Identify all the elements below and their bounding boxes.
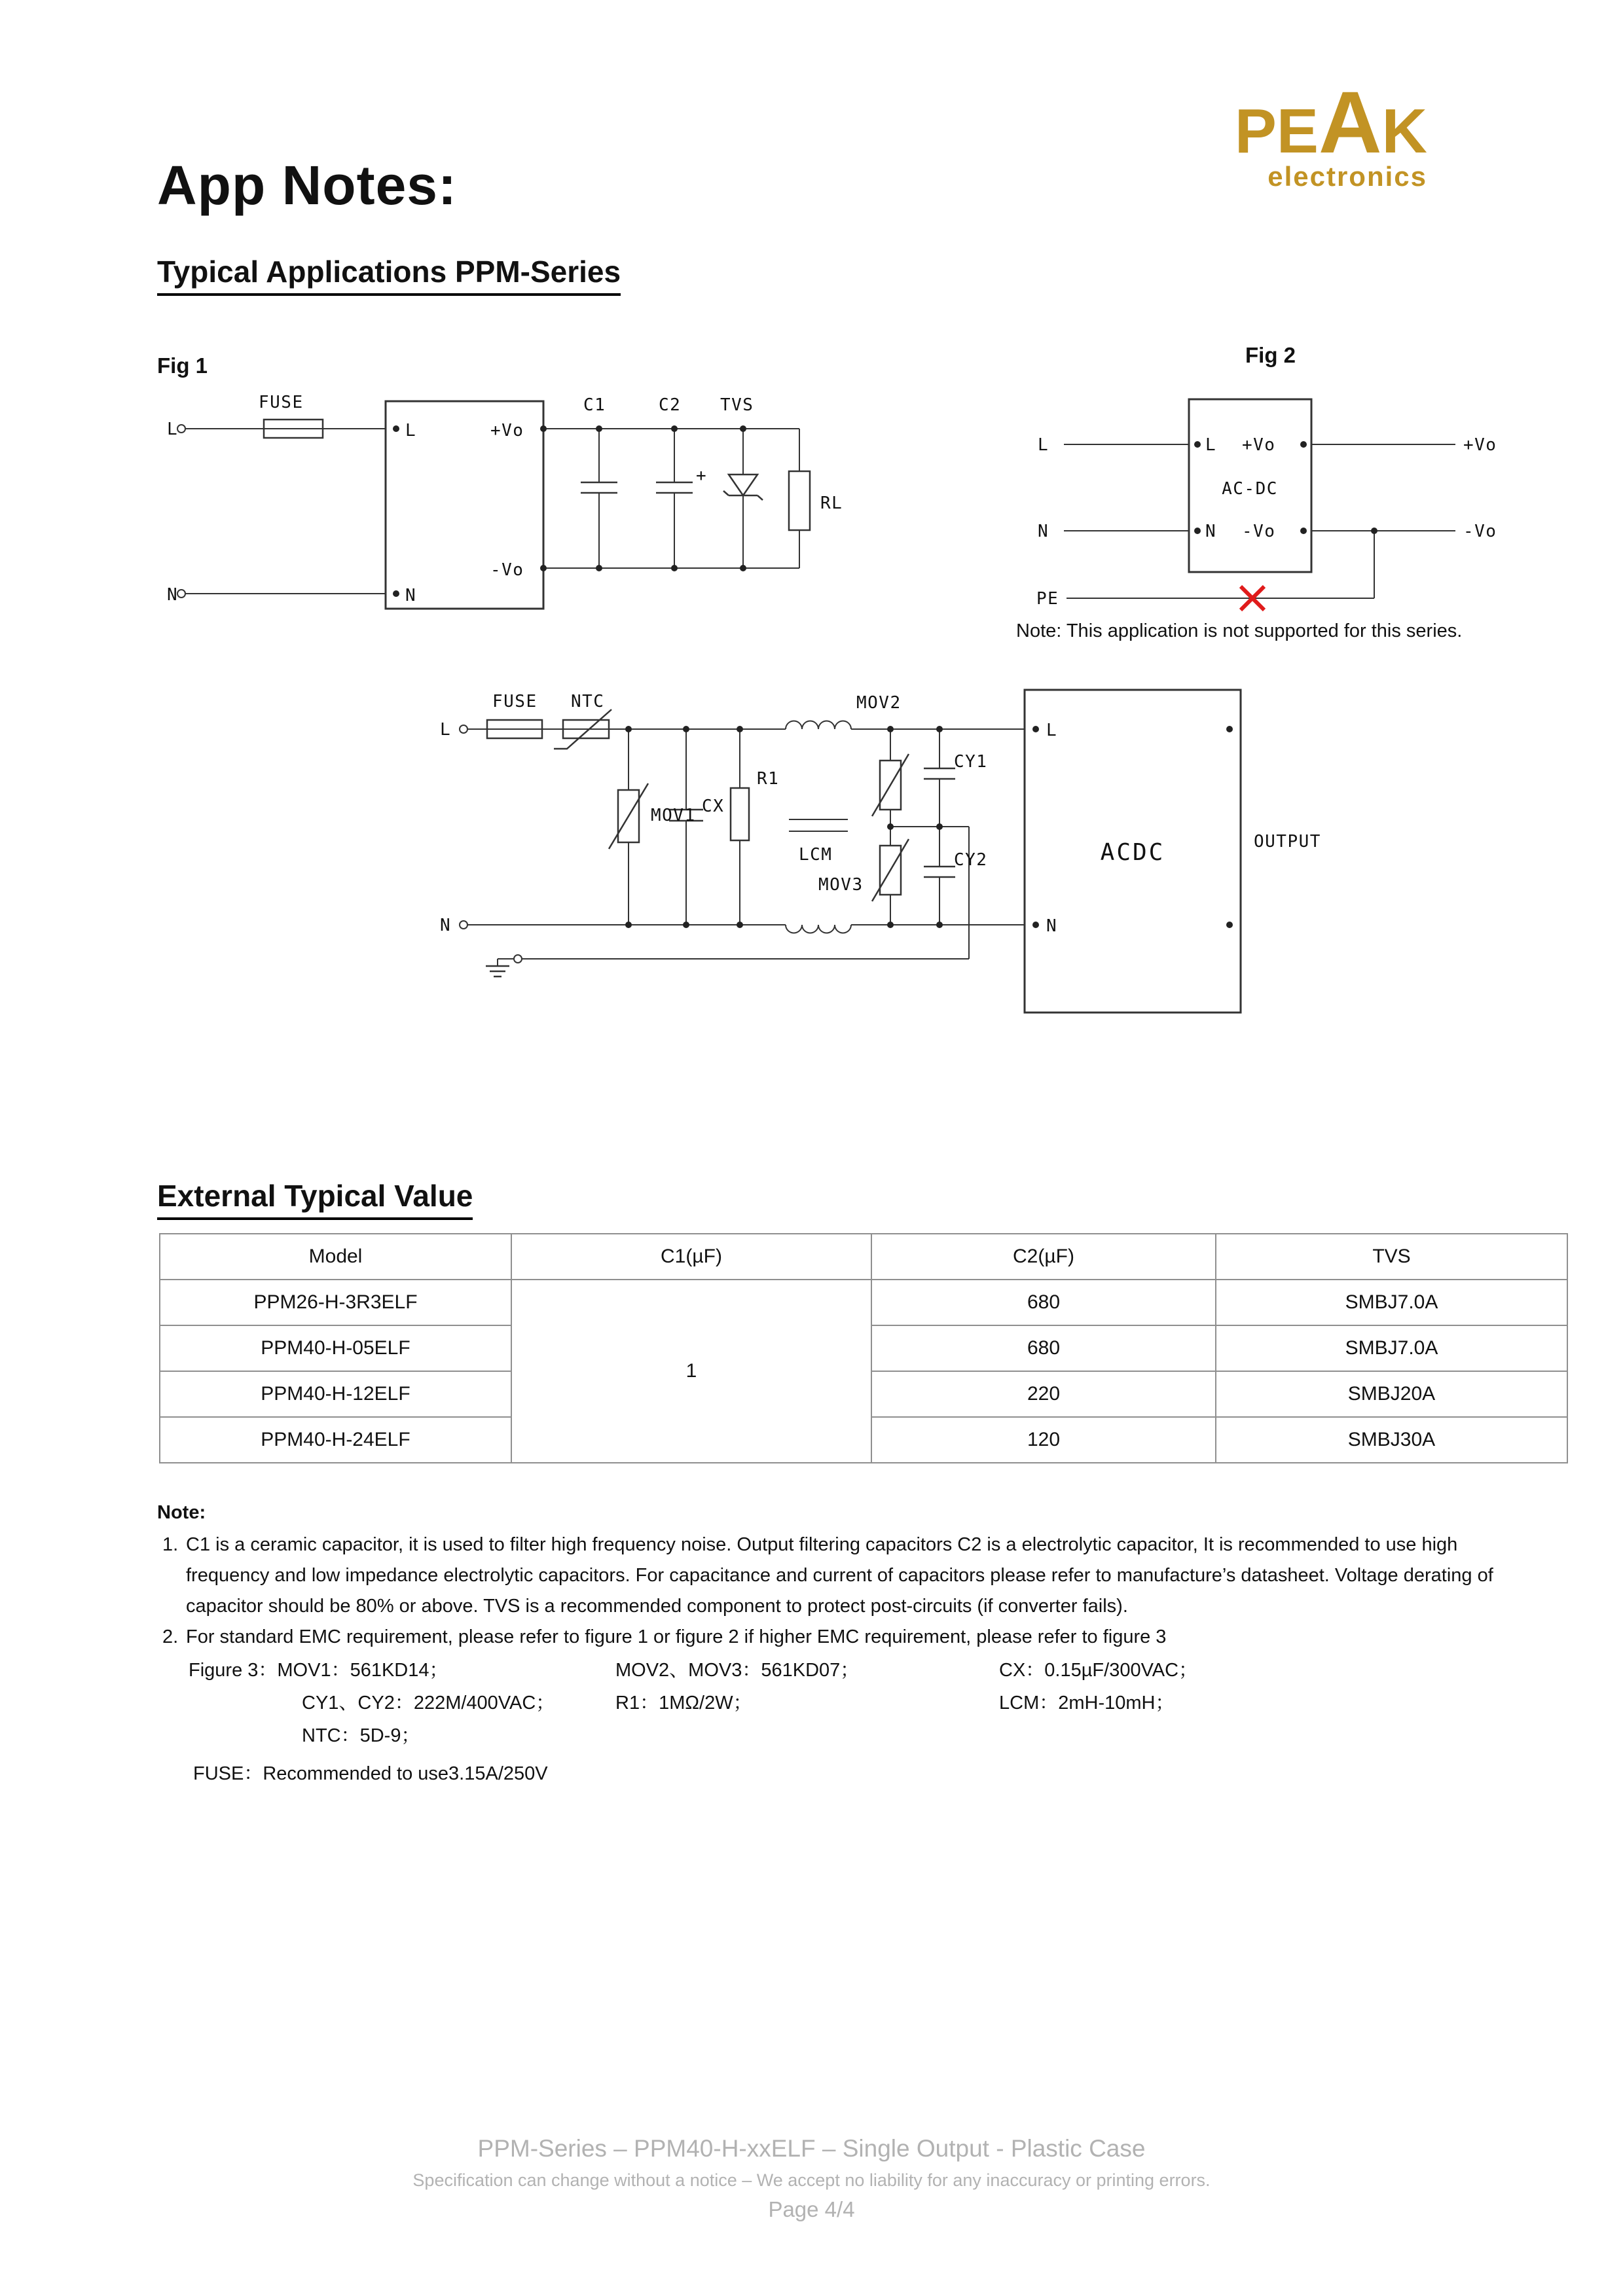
peak-logo bbox=[1159, 74, 1427, 192]
figure3-component-specs bbox=[157, 1655, 1597, 1793]
capacitor-c1-symbol bbox=[581, 482, 617, 493]
logo-letter-k: K bbox=[1381, 96, 1427, 166]
col-header-c2: C2(µF) bbox=[871, 1234, 1216, 1280]
cell-tvs: SMBJ20A bbox=[1216, 1371, 1567, 1417]
earth-ground-icon bbox=[486, 966, 509, 977]
note-1-text: C1 is a ceramic capacitor, it is used to filter high frequency noise. Output filtering capacitors C2 is a electrolytic capacitor, It is recommended to use high frequency and low impedance electrolytic capacitors. For capacitance and current of capacitors please refer to manufacture’s datasheet. Voltage derating of capacitor should be 80% or above. TVS is a recommended component to protect post-circuits (if converter fails). bbox=[186, 1534, 1493, 1617]
spec-mov2-mov3: MOV2、MOV3：561KD07； bbox=[615, 1659, 860, 1681]
fig3-cy1-label: CY1 bbox=[954, 752, 988, 772]
fig3-wires bbox=[467, 721, 1025, 967]
page-title: App Notes: bbox=[157, 154, 457, 216]
fig3-lcm-label: LCM bbox=[799, 845, 833, 865]
notes-section bbox=[157, 1498, 1597, 1793]
mov3-varistor-symbol bbox=[872, 839, 909, 901]
fig3-n-terminal bbox=[460, 921, 467, 929]
note-2-number: 2. bbox=[162, 1626, 179, 1647]
fig2-box-pvo-label: +Vo bbox=[1242, 435, 1276, 455]
fig3-cy2-label: CY2 bbox=[954, 850, 988, 870]
spec-r1: R1：1MΩ/2W； bbox=[615, 1692, 752, 1713]
fig2-out-nvo-label: -Vo bbox=[1463, 522, 1497, 541]
cell-model: PPM40-H-24ELF bbox=[160, 1417, 511, 1463]
fig3-fuse-label: FUSE bbox=[492, 692, 538, 711]
section-heading-typical-applications: Typical Applications PPM-Series bbox=[157, 254, 621, 296]
fig2-note: Note: This application is not supported for this series. bbox=[1016, 620, 1463, 641]
fig3-mov3-label: MOV3 bbox=[818, 875, 864, 895]
fig1-box-n-label: N bbox=[405, 586, 417, 605]
fig2-circuit-diagram bbox=[1031, 387, 1529, 649]
footer-series-line: PPM-Series – PPM40-H-xxELF – Single Output - Plastic Case bbox=[477, 2135, 1146, 2162]
fig3-earth-terminal bbox=[514, 955, 522, 963]
col-header-model: Model bbox=[160, 1234, 511, 1280]
fig1-c2-label: C2 bbox=[659, 395, 682, 415]
fig3-r1-label: R1 bbox=[757, 769, 780, 789]
fig3-l-in-label: L bbox=[440, 720, 452, 740]
spec-cx: CX：0.15µF/300VAC； bbox=[999, 1659, 1198, 1681]
notes-heading: Note: bbox=[157, 1502, 206, 1523]
fig3-mov2-label: MOV2 bbox=[856, 693, 902, 713]
cell-model: PPM40-H-05ELF bbox=[160, 1325, 511, 1371]
footer-disclaimer: Specification can change without a notice – We accept no liability for any inaccuracy or printing errors. bbox=[412, 2170, 1211, 2190]
note-item-2 bbox=[157, 1622, 1597, 1653]
note-2-text: For standard EMC requirement, please refer to figure 1 or figure 2 if higher EMC requirement, please refer to figure 3 bbox=[186, 1626, 1167, 1647]
fig1-label: Fig 1 bbox=[157, 353, 208, 378]
cell-tvs: SMBJ30A bbox=[1216, 1417, 1567, 1463]
footer-page-number: Page 4/4 bbox=[768, 2197, 855, 2221]
r1-resistor-symbol bbox=[731, 788, 749, 840]
cell-c2: 680 bbox=[871, 1325, 1216, 1371]
fig2-out-pvo-label: +Vo bbox=[1463, 435, 1497, 455]
logo-letters-pe: PE bbox=[1234, 96, 1319, 166]
col-header-c1: C1(µF) bbox=[511, 1234, 871, 1280]
table-row bbox=[160, 1280, 1567, 1325]
fig1-c2-plus-sign: + bbox=[696, 466, 708, 486]
spec-fuse: FUSE：Recommended to use3.15A/250V bbox=[193, 1763, 548, 1784]
capacitor-c2-symbol bbox=[656, 482, 693, 493]
fig3-n-in-label: N bbox=[440, 916, 452, 935]
fig3-cx-label: CX bbox=[702, 797, 725, 816]
cell-c2: 680 bbox=[871, 1280, 1216, 1325]
fig1-box-pvo-label: +Vo bbox=[490, 421, 524, 440]
fig2-box-n-label: N bbox=[1205, 522, 1217, 541]
fig1-circuit-diagram bbox=[167, 383, 939, 625]
fig1-l-in-label: L bbox=[167, 420, 179, 439]
fig1-fuse-label: FUSE bbox=[259, 393, 304, 412]
cell-model: PPM26-H-3R3ELF bbox=[160, 1280, 511, 1325]
tvs-diode-symbol bbox=[723, 475, 763, 500]
fig1-n-terminal bbox=[177, 590, 185, 598]
cell-tvs: SMBJ7.0A bbox=[1216, 1325, 1567, 1371]
logo-letter-a: A bbox=[1318, 74, 1382, 171]
cell-c1-merged: 1 bbox=[511, 1280, 871, 1463]
fig3-box-name-label: ACDC bbox=[1100, 839, 1165, 866]
fig2-label: Fig 2 bbox=[1245, 343, 1296, 367]
table-header-row bbox=[160, 1234, 1567, 1280]
fig1-n-in-label: N bbox=[167, 585, 179, 605]
fig2-box-name-label: AC-DC bbox=[1222, 479, 1278, 499]
section-heading-external-typical-value: External Typical Value bbox=[157, 1178, 473, 1220]
fig1-rl-label: RL bbox=[820, 493, 843, 513]
spec-ntc: NTC：5D-9； bbox=[302, 1725, 420, 1746]
fig3-ntc-label: NTC bbox=[571, 692, 605, 711]
fig1-tvs-label: TVS bbox=[720, 395, 754, 415]
fig1-box-l-label: L bbox=[405, 421, 417, 440]
cell-tvs: SMBJ7.0A bbox=[1216, 1280, 1567, 1325]
mov1-varistor-symbol bbox=[609, 783, 648, 849]
fig3-mov1-label: MOV1 bbox=[651, 806, 696, 825]
fig3-output-label: OUTPUT bbox=[1254, 832, 1321, 852]
external-typical-value-table bbox=[159, 1233, 1568, 1463]
note-1-number: 1. bbox=[162, 1534, 179, 1555]
cell-c2: 220 bbox=[871, 1371, 1216, 1417]
page-footer bbox=[0, 2135, 1623, 2222]
fig2-box-l-label: L bbox=[1205, 435, 1217, 455]
fig3-l-terminal bbox=[460, 725, 467, 733]
cell-model: PPM40-H-12ELF bbox=[160, 1371, 511, 1417]
logo-wordmark bbox=[1159, 74, 1427, 171]
fig1-box-nvo-label: -Vo bbox=[490, 560, 524, 580]
fig2-n-in-label: N bbox=[1038, 522, 1049, 541]
fig3-circuit-diagram bbox=[432, 682, 1532, 1029]
spec-lcm: LCM：2mH-10mH； bbox=[999, 1692, 1175, 1713]
spec-cy1-cy2: CY1、CY2：222M/400VAC； bbox=[302, 1692, 555, 1713]
cell-c2: 120 bbox=[871, 1417, 1216, 1463]
fig3-box-n-label: N bbox=[1046, 916, 1058, 936]
fig2-l-in-label: L bbox=[1038, 435, 1049, 455]
spec-mov1: Figure 3：MOV1：561KD14； bbox=[189, 1659, 448, 1681]
fig1-c1-label: C1 bbox=[583, 395, 606, 415]
fig1-l-terminal bbox=[177, 425, 185, 433]
resistor-rl-symbol bbox=[789, 471, 810, 530]
fig2-box-nvo-label: -Vo bbox=[1242, 522, 1276, 541]
fig1-junction-dots bbox=[393, 425, 746, 597]
cy2-capacitor-symbol bbox=[924, 867, 955, 877]
fig3-box-l-label: L bbox=[1046, 721, 1058, 740]
cy1-capacitor-symbol bbox=[924, 768, 955, 779]
logo-subtitle: electronics bbox=[1267, 160, 1427, 192]
mov2-varistor-symbol bbox=[872, 754, 909, 816]
note-item-1 bbox=[157, 1530, 1597, 1622]
col-header-tvs: TVS bbox=[1216, 1234, 1567, 1280]
fig2-pe-label: PE bbox=[1036, 589, 1059, 609]
